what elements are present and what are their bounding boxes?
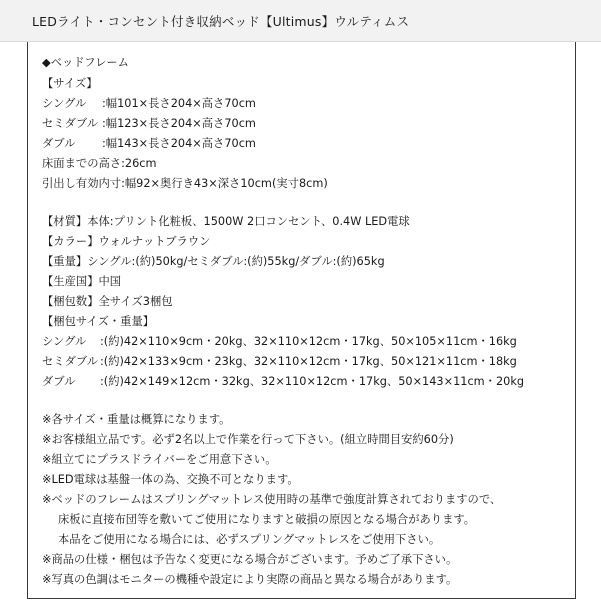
package-value: :(約)42×133×9cm・23kg、32×110×12cm・17kg、50×121×11cm・18kg [100, 355, 517, 368]
note-item: ※各サイズ・重量は概算になります。 [42, 413, 231, 426]
package-size-label: 【梱包サイズ・重量】 [42, 315, 155, 328]
package-count: 【梱包数】全サイズ3梱包 [42, 295, 173, 308]
package-name: シングル [42, 335, 87, 348]
note-item: 本品をご使用になる場合には、必ずスプリングマットレスをご使用下さい。 [58, 533, 441, 546]
note-item: ※お客様組立品です。必ず2名以上で作業を行って下さい。(組立時間目安約60分) [42, 433, 454, 446]
drawer-size: 引出し有効内寸:幅92×奥行き43×深さ10cm(実寸8cm) [42, 177, 328, 190]
header-bar [0, 0, 601, 42]
size-value: :幅101×長さ204×高さ70cm [102, 97, 256, 110]
color: 【カラー】ウォルナットブラウン [42, 235, 211, 248]
weight: 【重量】シングル:(約)50kg/セミダブル:(約)55kg/ダブル:(約)65kg [42, 255, 385, 268]
note-item: 床板に直接布団等を敷いてご使用になりますと破損の原因となる場合があります。 [58, 513, 476, 526]
size-value: :幅143×長さ204×高さ70cm [102, 137, 256, 150]
note-item: ※ベッドのフレームはスプリングマットレス使用時の基準で強度計算されておりますので、 [42, 493, 502, 506]
size-name: シングル [42, 97, 87, 110]
floor-height: 床面までの高さ:26cm [42, 157, 157, 170]
note-item: ※商品の仕様・梱包は予告なく変更になる場合がございます。予めご了承下さい。 [42, 553, 458, 566]
package-name: セミダブル [42, 355, 99, 368]
package-value: :(約)42×110×9cm・20kg、32×110×12cm・17kg、50×105×11cm・16kg [100, 335, 517, 348]
package-name: ダブル [42, 375, 76, 388]
size-label: 【サイズ】 [42, 77, 98, 90]
section-heading: ◆ベッドフレーム [42, 56, 129, 69]
material: 【材質】本体:プリント化粧板、1500W 2口コンセント、0.4W LED電球 [42, 215, 410, 228]
origin: 【生産国】中国 [42, 275, 122, 288]
note-item: ※写真の色調はモニターの機種や設定により実際の商品と異なる場合があります。 [42, 573, 458, 586]
size-name: ダブル [42, 137, 76, 150]
note-item: ※組立てにプラスドライバーをご用意下さい。 [42, 453, 277, 466]
size-value: :幅123×長さ204×高さ70cm [102, 117, 256, 130]
size-name: セミダブル [42, 117, 99, 130]
note-item: ※LED電球は基盤一体の為、交換不可となります。 [42, 473, 299, 486]
page-title: LEDライト・コンセント付き収納ベッド【Ultimus】ウルティムス [32, 14, 410, 29]
package-value: :(約)42×149×12cm・32kg、32×110×12cm・17kg、50×143×11cm・20kg [100, 375, 525, 388]
